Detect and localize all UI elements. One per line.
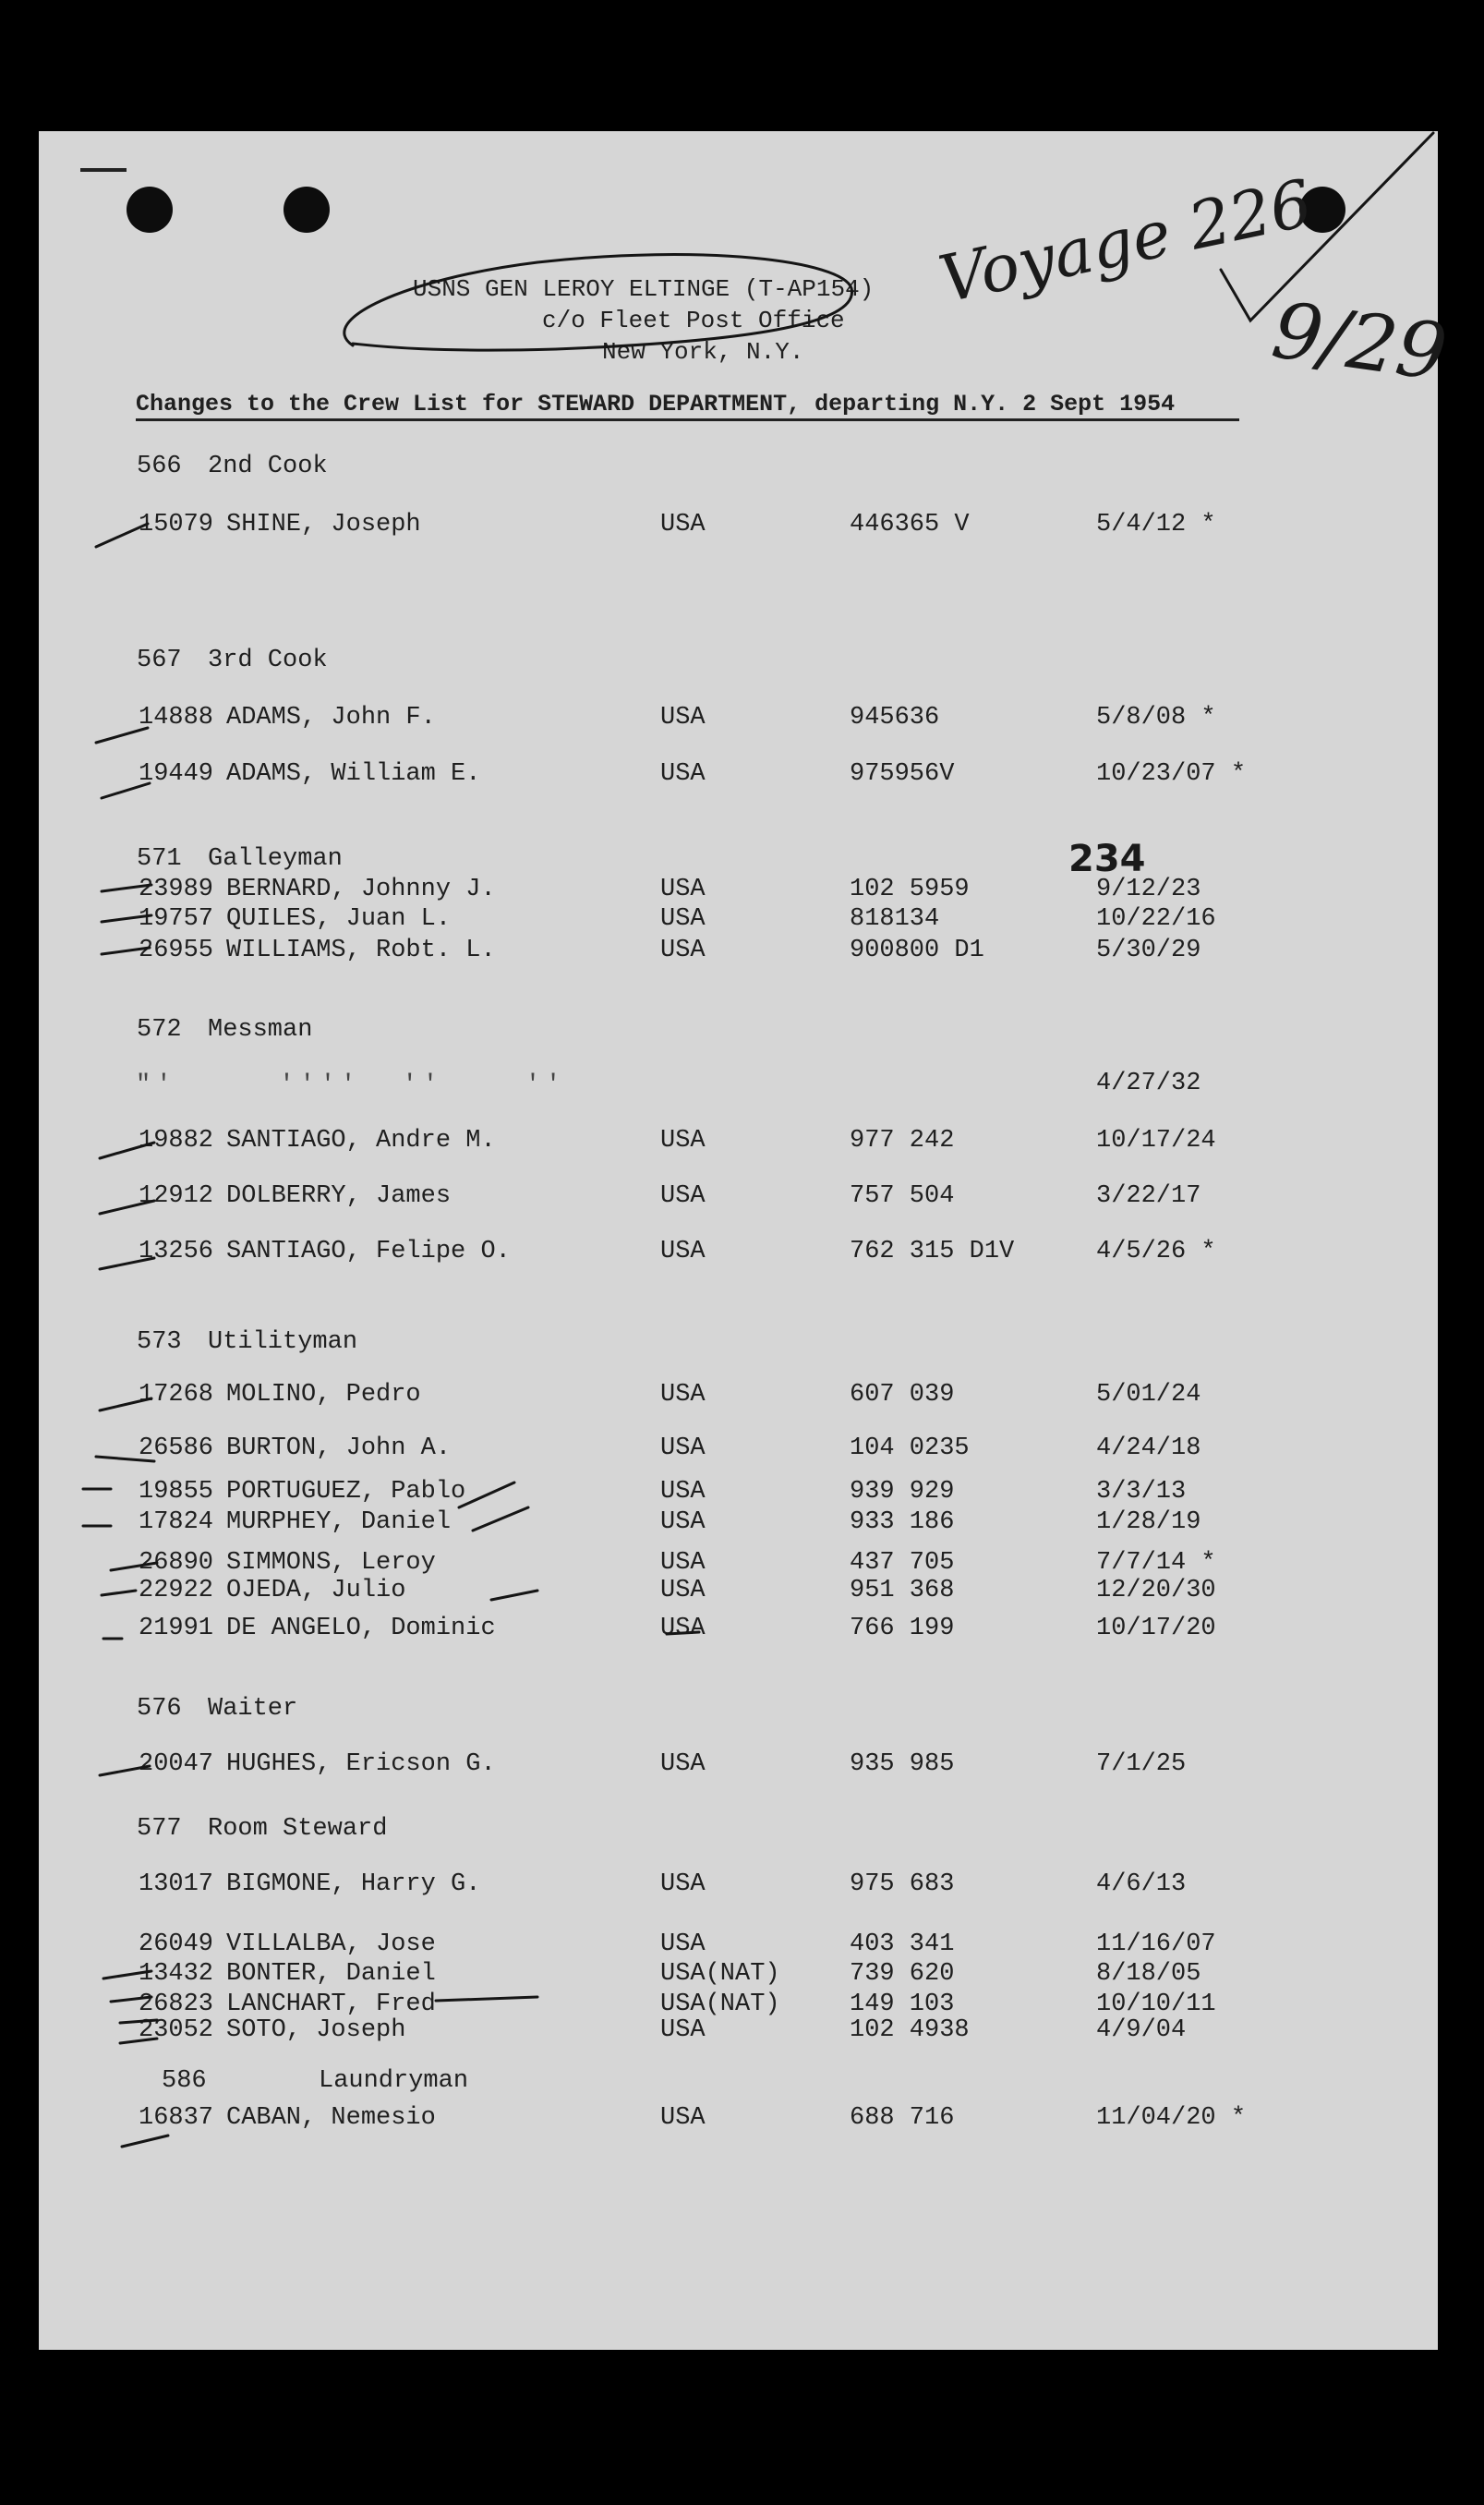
section-586-title: Laundryman: [319, 2067, 469, 2095]
crew-document-number: 149 103: [850, 1991, 955, 2018]
crew-nationality: USA(NAT): [660, 1991, 780, 2018]
crew-nationality: USA: [660, 937, 706, 964]
crew-id: 13256: [139, 1238, 214, 1265]
crew-nationality: USA: [660, 1127, 706, 1155]
crew-nationality: USA: [660, 511, 706, 539]
crew-name: MOLINO, Pedro: [226, 1381, 421, 1409]
crew-nationality: USA: [660, 1750, 706, 1778]
crew-birth-date: 1/28/19: [1096, 1508, 1201, 1536]
crew-id: 23052: [139, 2016, 214, 2044]
crew-id: 12912: [139, 1182, 214, 1210]
crew-document-number: 818134: [850, 905, 940, 933]
crew-document-number: 939 929: [850, 1478, 955, 1506]
crew-nationality: USA: [660, 1870, 706, 1898]
crew-id: 26823: [139, 1991, 214, 2018]
handwritten-date: 9/29: [1267, 284, 1453, 399]
crew-nationality: USA: [660, 1930, 706, 1958]
crew-id: 19449: [139, 760, 214, 788]
crew-birth-date: 10/17/24: [1096, 1127, 1216, 1155]
address-line-2: New York, N.Y.: [602, 338, 804, 366]
crew-name: SANTIAGO, Felipe O.: [226, 1238, 511, 1265]
crew-name: CABAN, Nemesio: [226, 2104, 436, 2132]
crew-id: 15079: [139, 511, 214, 539]
crew-id: 26955: [139, 937, 214, 964]
crew-name: PORTUGUEZ, Pablo: [226, 1478, 466, 1506]
crew-name: SHINE, Joseph: [226, 511, 421, 539]
crew-birth-date: 10/22/16: [1096, 905, 1216, 933]
crew-nationality: USA: [660, 1549, 706, 1577]
section-586-code: 586: [162, 2067, 207, 2095]
section-572-code: 572: [137, 1016, 182, 1044]
crew-id: 13017: [139, 1870, 214, 1898]
crew-birth-date: 8/18/05: [1096, 1960, 1201, 1988]
section-576-title: Waiter: [208, 1695, 298, 1723]
section-573-code: 573: [137, 1328, 182, 1356]
crew-name: SOTO, Joseph: [226, 2016, 406, 2044]
crew-birth-date: 10/17/20: [1096, 1615, 1216, 1642]
crew-nationality: USA: [660, 1508, 706, 1536]
crew-birth-date: 11/04/20 *: [1096, 2104, 1247, 2132]
crew-id: 13432: [139, 1960, 214, 1988]
section-567-title: 3rd Cook: [208, 647, 328, 674]
crew-id: 21991: [139, 1615, 214, 1642]
crew-document-number: 975956V: [850, 760, 955, 788]
crew-birth-date: 4/9/04: [1096, 2016, 1187, 2044]
crew-document-number: 935 985: [850, 1750, 955, 1778]
crew-name: QUILES, Juan L.: [226, 905, 452, 933]
crew-document-number: 739 620: [850, 1960, 955, 1988]
crew-name: ADAMS, William E.: [226, 760, 481, 788]
crew-birth-date: 7/1/25: [1096, 1750, 1187, 1778]
crew-name: OJEDA, Julio: [226, 1577, 406, 1604]
crew-birth-date: 5/30/29: [1096, 937, 1201, 964]
crew-document-number: 607 039: [850, 1381, 955, 1409]
crew-nationality: USA: [660, 1381, 706, 1409]
section-566-title: 2nd Cook: [208, 453, 328, 480]
crew-birth-date: 7/7/14 *: [1096, 1549, 1216, 1577]
handwritten-234: 234: [1068, 838, 1146, 880]
crew-name: SIMMONS, Leroy: [226, 1549, 436, 1577]
crew-nationality: USA: [660, 876, 706, 903]
punch-hole-1: [127, 187, 173, 233]
crew-birth-date: 11/16/07: [1096, 1930, 1216, 1958]
crew-birth-date: 5/4/12 *: [1096, 511, 1216, 539]
crew-id: 17824: [139, 1508, 214, 1536]
crew-id: 19882: [139, 1127, 214, 1155]
crew-document-number: 945636: [850, 704, 940, 732]
crew-id: 19855: [139, 1478, 214, 1506]
crew-document-number: 104 0235: [850, 1434, 970, 1462]
crew-name: BERNARD, Johnny J.: [226, 876, 496, 903]
ship-name: USNS GEN LEROY ELTINGE (T-AP154): [413, 275, 875, 303]
crew-nationality: USA: [660, 1434, 706, 1462]
crew-document-number: 757 504: [850, 1182, 955, 1210]
crew-document-number: 446365 V: [850, 511, 970, 539]
crew-id: 22922: [139, 1577, 214, 1604]
crew-name: MURPHEY, Daniel: [226, 1508, 452, 1536]
crew-document-number: 951 368: [850, 1577, 955, 1604]
crew-id: 20047: [139, 1750, 214, 1778]
section-567-code: 567: [137, 647, 182, 674]
crew-document-number: 762 315 D1V: [850, 1238, 1015, 1265]
crew-name: BURTON, John A.: [226, 1434, 452, 1462]
address-line-1: c/o Fleet Post Office: [542, 307, 845, 334]
crew-id: 14888: [139, 704, 214, 732]
crew-nationality: USA: [660, 760, 706, 788]
crew-name: HUGHES, Ericson G.: [226, 1750, 496, 1778]
crew-nationality: USA: [660, 1182, 706, 1210]
crew-document-number: 900800 D1: [850, 937, 984, 964]
crew-document-number: 102 5959: [850, 876, 970, 903]
corner-mark: [80, 168, 127, 172]
crew-nationality: USA: [660, 1238, 706, 1265]
crew-birth-date: 10/10/11: [1096, 1991, 1216, 2018]
crew-document-number: 403 341: [850, 1930, 955, 1958]
crew-birth-date: 9/12/23: [1096, 876, 1201, 903]
section-572-title: Messman: [208, 1016, 313, 1044]
handwritten-voyage: Voyage 226: [932, 164, 1319, 318]
smudged-entry: "' '''' '' '': [136, 1071, 567, 1099]
crew-nationality: USA: [660, 2016, 706, 2044]
crew-document-number: 688 716: [850, 2104, 955, 2132]
section-573-title: Utilityman: [208, 1328, 358, 1356]
crew-birth-date: 5/8/08 *: [1096, 704, 1216, 732]
crew-nationality: USA(NAT): [660, 1960, 780, 1988]
crew-nationality: USA: [660, 905, 706, 933]
crew-birth-date: 4/6/13: [1096, 1870, 1187, 1898]
crew-name: ADAMS, John F.: [226, 704, 436, 732]
crew-name: BONTER, Daniel: [226, 1960, 436, 1988]
section-571-code: 571: [137, 845, 182, 873]
section-577-code: 577: [137, 1815, 182, 1843]
crew-nationality: USA: [660, 1615, 706, 1642]
crew-id: 26586: [139, 1434, 214, 1462]
crew-birth-date: 4/5/26 *: [1096, 1238, 1216, 1265]
crew-id: 19757: [139, 905, 214, 933]
crew-document-number: 102 4938: [850, 2016, 970, 2044]
crew-nationality: USA: [660, 1577, 706, 1604]
crew-nationality: USA: [660, 2104, 706, 2132]
crew-id: 26890: [139, 1549, 214, 1577]
punch-hole-2: [284, 187, 330, 233]
section-571-title: Galleyman: [208, 845, 343, 873]
document-title: Changes to the Crew List for STEWARD DEPARTMENT, departing N.Y. 2 Sept 1954: [136, 391, 1176, 418]
crew-id: 16837: [139, 2104, 214, 2132]
section-566-code: 566: [137, 453, 182, 480]
crew-id: 23989: [139, 876, 214, 903]
crew-name: SANTIAGO, Andre M.: [226, 1127, 496, 1155]
crew-birth-date: 10/23/07 *: [1096, 760, 1247, 788]
crew-id: 26049: [139, 1930, 214, 1958]
crew-birth-date: 12/20/30: [1096, 1577, 1216, 1604]
crew-name: LANCHART, Fred: [226, 1991, 436, 2018]
crew-document-number: 933 186: [850, 1508, 955, 1536]
document-page: [39, 131, 1453, 2350]
crew-id: 17268: [139, 1381, 214, 1409]
crew-name: DE ANGELO, Dominic: [226, 1615, 496, 1642]
crew-document-number: 766 199: [850, 1615, 955, 1642]
section-576-code: 576: [137, 1695, 182, 1723]
crew-document-number: 437 705: [850, 1549, 955, 1577]
crew-document-number: 977 242: [850, 1127, 955, 1155]
crew-nationality: USA: [660, 704, 706, 732]
crew-document-number: 975 683: [850, 1870, 955, 1898]
crew-birth-date: 4/24/18: [1096, 1434, 1201, 1462]
crew-name: BIGMONE, Harry G.: [226, 1870, 481, 1898]
title-underline: [136, 418, 1239, 421]
crew-birth-date: 4/27/32: [1096, 1070, 1201, 1097]
crew-birth-date: 5/01/24: [1096, 1381, 1201, 1409]
crew-name: VILLALBA, Jose: [226, 1930, 436, 1958]
crew-name: DOLBERRY, James: [226, 1182, 452, 1210]
crew-name: WILLIAMS, Robt. L.: [226, 937, 496, 964]
crew-nationality: USA: [660, 1478, 706, 1506]
section-577-title: Room Steward: [208, 1815, 388, 1843]
crew-birth-date: 3/3/13: [1096, 1478, 1187, 1506]
crew-birth-date: 3/22/17: [1096, 1182, 1201, 1210]
